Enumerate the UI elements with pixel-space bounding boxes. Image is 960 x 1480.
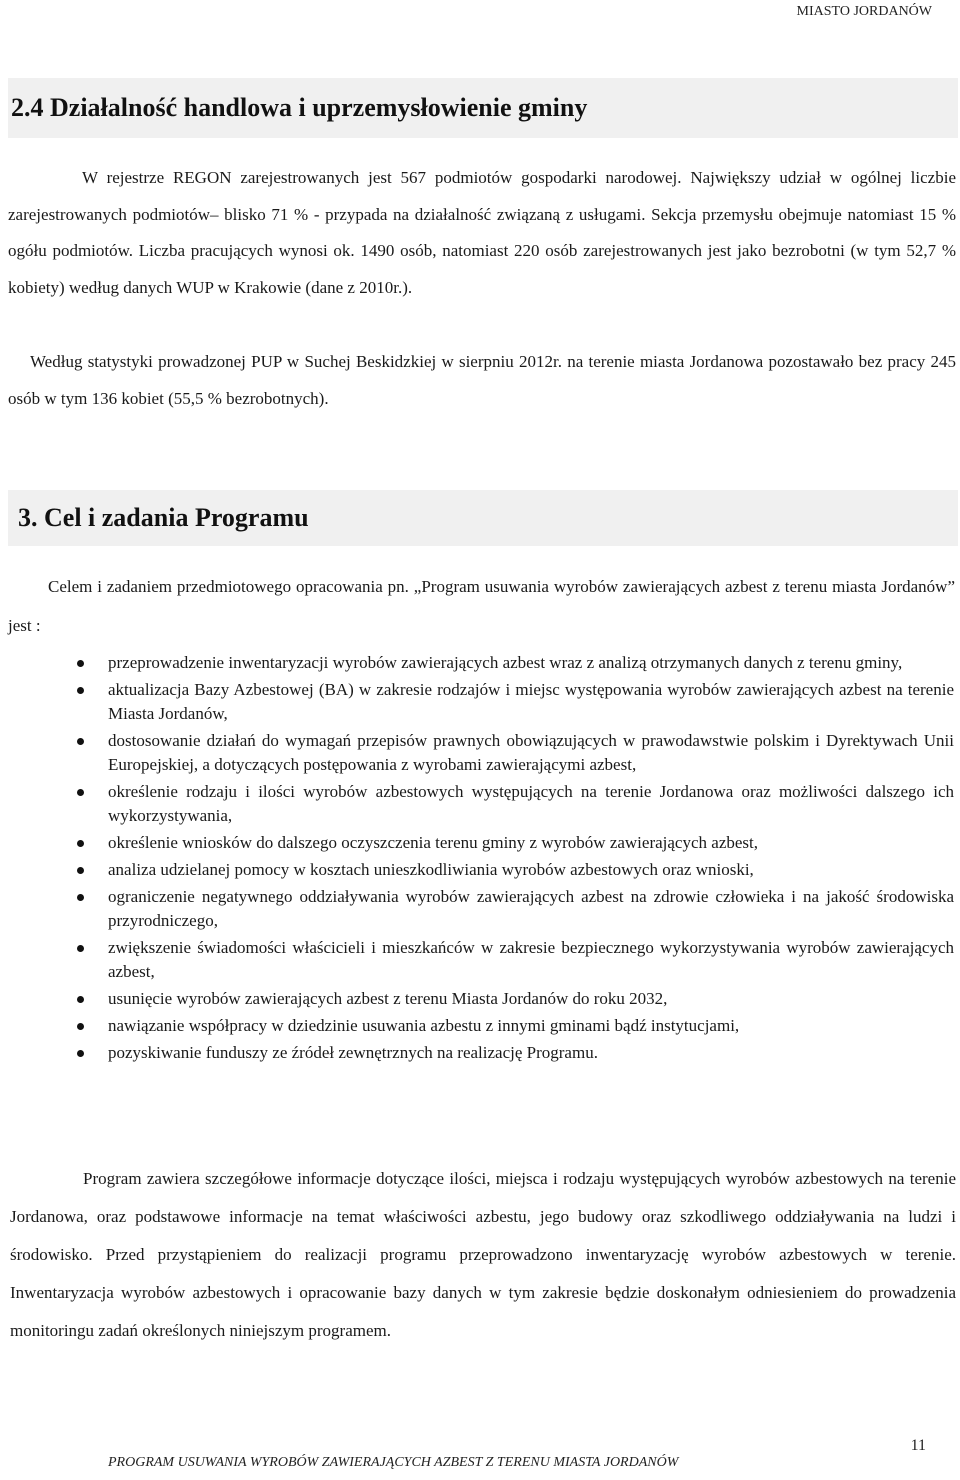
list-item: określenie rodzaju i ilości wyrobów azbestowych występujących na terenie Jordanowa oraz możliwości dalszego ich wykorzystywania, bbox=[0, 780, 960, 828]
bullet-icon bbox=[77, 894, 84, 901]
footer-title: PROGRAM USUWANIA WYROBÓW ZAWIERAJĄCYCH AZBEST Z TERENU MIASTA JORDANÓW bbox=[108, 1455, 679, 1470]
section-heading-2-4: 2.4 Działalność handlowa i uprzemysłowienie gminy bbox=[8, 78, 958, 138]
goals-list bbox=[0, 651, 960, 1068]
bullet-icon bbox=[77, 1050, 84, 1057]
bullet-icon bbox=[77, 660, 84, 667]
list-item: usunięcie wyrobów zawierających azbest z terenu Miasta Jordanów do roku 2032, bbox=[0, 987, 960, 1011]
page-number: 11 bbox=[910, 1437, 926, 1454]
list-item: określenie wniosków do dalszego oczyszczenia terenu gminy z wyrobów zawierających azbest, bbox=[0, 831, 960, 855]
paragraph-program-goal: Celem i zadaniem przedmiotowego opracowania pn. „Program usuwania wyrobów zawierających azbest z terenu miasta Jordanów” jest : bbox=[8, 577, 955, 635]
list-item: aktualizacja Bazy Azbestowej (BA) w zakresie rodzajów i miejsc występowania wyrobów zawierających azbest na terenie Miasta Jordanów, bbox=[0, 678, 960, 726]
bullet-icon bbox=[77, 789, 84, 796]
list-item: dostosowanie działań do wymagań przepisów prawnych obowiązujących w prawodawstwie polskim i Dyrektywach Unii Europejskiej, a dotyczących postępowania z wyrobami zawierającymi azbest, bbox=[0, 729, 960, 777]
list-item: przeprowadzenie inwentaryzacji wyrobów zawierających azbest wraz z analizą otrzymanych danych z terenu gminy, bbox=[0, 651, 960, 675]
bullet-icon bbox=[77, 687, 84, 694]
list-item: zwiększenie świadomości właścicieli i mieszkańców w zakresie bezpiecznego wykorzystywania wyrobów zawierających azbest, bbox=[0, 936, 960, 984]
bullet-icon bbox=[77, 1023, 84, 1030]
list-item: analiza udzielanej pomocy w kosztach unieszkodliwiania wyrobów azbestowych oraz wnioski, bbox=[0, 858, 960, 882]
bullet-icon bbox=[77, 738, 84, 745]
list-item: ograniczenie negatywnego oddziaływania wyrobów zawierających azbest na zdrowie człowieka i na jakość środowiska przyrodniczego, bbox=[0, 885, 960, 933]
section-heading-3: 3. Cel i zadania Programu bbox=[8, 490, 958, 546]
bullet-icon bbox=[77, 867, 84, 874]
bullet-icon bbox=[77, 996, 84, 1003]
bullet-icon bbox=[77, 840, 84, 847]
paragraph-unemployment: Według statystyki prowadzonej PUP w Suchej Beskidzkiej w sierpniu 2012r. na terenie miasta Jordanowa pozostawało bez pracy 245 osób w tym 136 kobiet (55,5 % bezrobotnych). bbox=[8, 352, 956, 408]
bullet-icon bbox=[77, 945, 84, 952]
list-item: pozyskiwanie funduszy ze źródeł zewnętrznych na realizację Programu. bbox=[0, 1041, 960, 1065]
paragraph-regon: W rejestrze REGON zarejestrowanych jest 567 podmiotów gospodarki narodowej. Największy udział w ogólnej liczbie zarejestrowanych podmiotów– blisko 71 % - przypada na działalność związaną z usługami. Sekcja przemysłu obejmuje natomiast 15 % ogółu podmiotów. Liczba pracujących wynosi ok. 1490 osób, natomiast 220 osób zarejestrowanych jest jako bezrobotni (w tym 52,7 % kobiety) według danych WUP w Krakowie (dane z 2010r.). bbox=[8, 168, 956, 297]
running-header: MIASTO JORDANÓW bbox=[796, 4, 932, 19]
paragraph-program-content: Program zawiera szczegółowe informacje dotyczące ilości, miejsca i rodzaju występujących wyrobów azbestowych na terenie Jordanowa, oraz podstawowe informacje na temat właściwości azbestu, jego budowy oraz szkodliwego oddziaływania na ludzi i środowisko. Przed przystąpieniem do realizacji programu przeprowadzono inwentaryzację wyrobów azbestowych w terenie. Inwentaryzacja wyrobów azbestowych i opracowanie bazy danych w tym zakresie będzie doskonałym odniesieniem do prowadzenia monitoringu zadań określonych niniejszym programem. bbox=[10, 1169, 956, 1340]
list-item: nawiązanie współpracy w dziedzinie usuwania azbestu z innymi gminami bądź instytucjami, bbox=[0, 1014, 960, 1038]
